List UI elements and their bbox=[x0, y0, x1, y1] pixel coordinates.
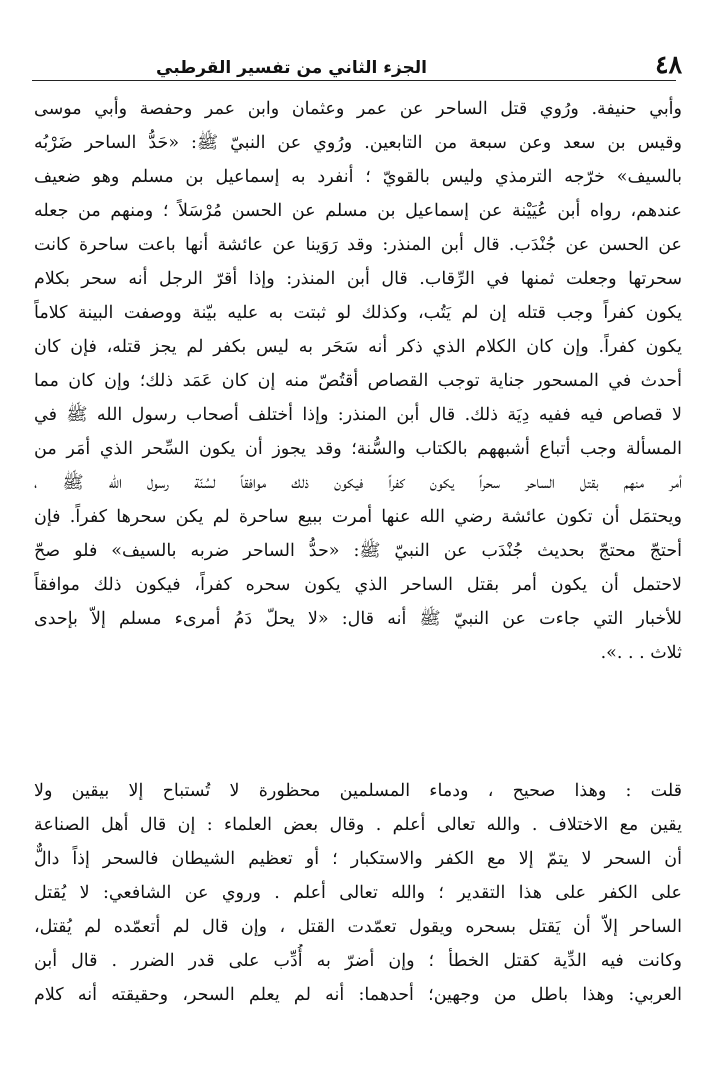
text-line: وكانت فيه الدِّية كقتل الخطأ ؛ وإن أضرّ به أُدِّب على قدر الضرر . قال أبن bbox=[34, 951, 682, 971]
text-line: بالسيف» خرّجه الترمذي وليس بالقويّ ؛ أنفرد به إسماعيل بن مسلم وهو ضعيف bbox=[34, 167, 682, 187]
text-line: أن السحر لا يتمّ إلا مع الكفر والاستكبار ؛ أو تعظيم الشيطان فالسحر إذاً دالٌّ bbox=[34, 849, 682, 869]
text-line: المسألة وجب أتباع أشبههم بالكتاب والسُّنة؛ وقد يجوز أن يكون السِّحر الذي أمَر من bbox=[34, 439, 682, 459]
paragraph-1 bbox=[34, 92, 682, 670]
page-number: ٤٨ bbox=[655, 50, 682, 79]
header-divider bbox=[32, 80, 676, 81]
text-line: لا قصاص فيه ففيه دِيَة ذلك. قال أبن المنذر: وإذا أختلف أصحاب رسول الله ﷺ في bbox=[34, 405, 682, 425]
text-line: وقيس بن سعد وعن سبعة من التابعين. ورُوي عن النبيّ ﷺ: «حَدُّ الساحر ضَرْبُه bbox=[34, 133, 682, 153]
text-line: أحدث في المسحور جناية توجب القصاص أقتُصّ منه إن كان عَمَد ذلك؛ وإن كان مما bbox=[34, 371, 682, 391]
text-line: قلت : وهذا صحيح ، ودماء المسلمين محظورة لا تُستباح إلا بيقين ولا bbox=[34, 781, 682, 801]
running-title: الجزء الثاني من تفسير القرطبي bbox=[156, 58, 427, 78]
text-line: للأخبار التي جاءت عن النبيّ ﷺ أنه قال: «لا يحلّ دَمُ أمرىء مسلم إلاّ بإحدى bbox=[34, 609, 682, 629]
text-line: لاحتمل أن يكون أمر بقتل الساحر الذي يكون سحره كفراً، فيكون ذلك موافقاً bbox=[34, 575, 682, 595]
text-line: أمر منهم بقتل الساحر سحراً يكون كفراً فيكون ذلك موافقاً لسُنّة رسول الله ﷺ ، bbox=[34, 473, 682, 493]
text-line: ثلاث . . .». bbox=[600, 643, 682, 663]
text-line: وأبي حنيفة. ورُوي قتل الساحر عن عمر وعثمان وابن عمر وحفصة وأبي موسى bbox=[34, 99, 682, 119]
text-line: يقين مع الاختلاف . والله تعالى أعلم . وقال بعض العلماء : إن قال أهل الصناعة bbox=[34, 815, 682, 835]
text-line: أحتجّ محتجّ بحديث جُنْدَب عن النبيّ ﷺ: «حدُّ الساحر ضربه بالسيف» فلو صحّ bbox=[34, 541, 682, 561]
page-header bbox=[34, 48, 682, 88]
paragraph-2 bbox=[34, 774, 682, 1012]
text-line: عندهم، رواه أبن عُيَيْنة عن إسماعيل بن مسلم عن الحسن مُرْسَلاً ؛ ومنهم من جعله bbox=[34, 201, 682, 221]
text-line: ويحتمَل أن تكون عائشة رضي الله عنها أمرت ببيع ساحرة لم يكن سحرها كفراً. فإن bbox=[34, 507, 682, 527]
text-line: الساحر إلاّ أن يَقتل بسحره ويقول تعمّدت القتل ، وإن قال لم أتعمّده لم يُقتل، bbox=[34, 917, 682, 937]
text-line: يكون كفراً. وإن كان الكلام الذي ذكر أنه سَحَر به ليس بكفر لم يجز قتله، فإن كان bbox=[34, 337, 682, 357]
text-line: يكون كفراً وجب قتله إن لم يَتُب، وكذلك لو ثبتت به عليه بيّنة ووصفت البينة كلاماً bbox=[34, 303, 682, 323]
text-line: سحرتها وجعلت ثمنها في الرِّقاب. قال أبن المنذر: وإذا أقرّ الرجل أنه سحر بكلام bbox=[34, 269, 682, 289]
text-line: عن الحسن عن جُنْدَب. قال أبن المنذر: وقد رَوَينا عن عائشة أنها باعت ساحرة كانت bbox=[34, 235, 682, 255]
text-line: العربي: وهذا باطل من وجهين؛ أحدهما: أنه لم يعلم السحر، وحقيقته أنه كلام bbox=[34, 985, 682, 1005]
text-line: على الكفر على هذا التقدير ؛ والله تعالى أعلم . وروي عن الشافعي: لا يُقتل bbox=[34, 883, 682, 903]
